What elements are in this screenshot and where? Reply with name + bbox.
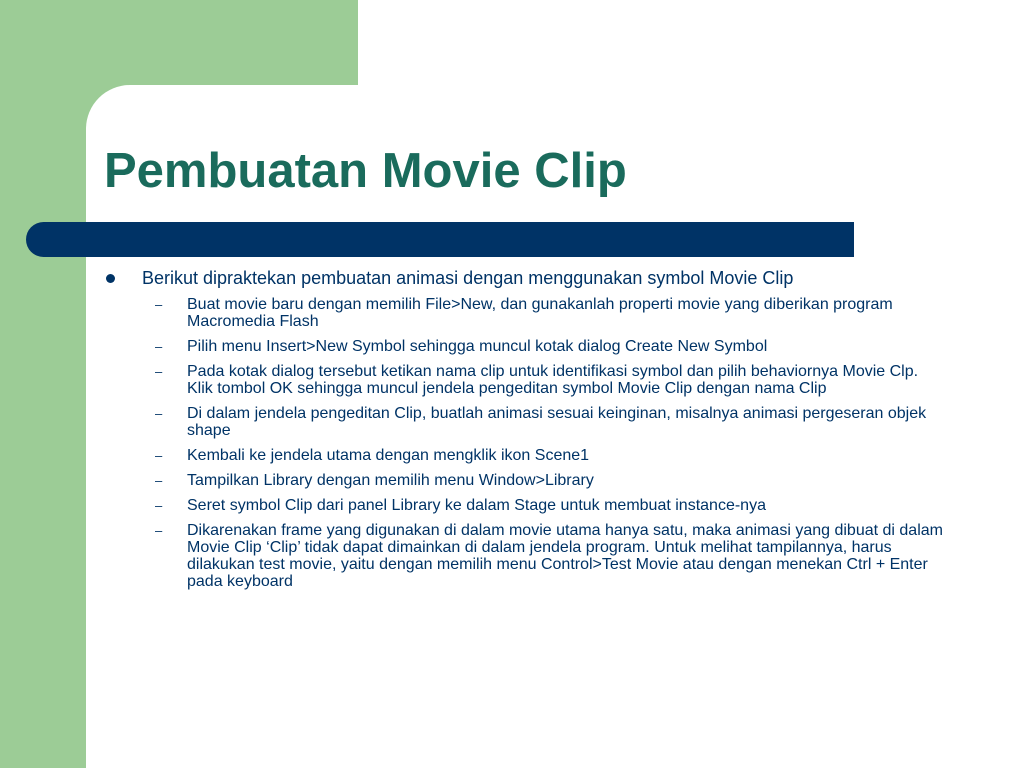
sub-bullet-item [104,405,944,439]
dash-marker-icon: – [155,364,163,379]
sub-bullet-text: Pada kotak dialog tersebut ketikan nama clip untuk identifikasi symbol dan pilih behaviornya Movie Clp. Klik tombol OK sehingga muncul jendela pengeditan symbol Movie Clip dengan nama Clip [187,363,919,397]
sub-bullet-item [104,497,944,514]
sub-bullet-item [104,363,944,397]
sub-bullet-list [104,296,944,590]
sub-bullet-item [104,338,944,355]
bullet-dot-icon [106,274,115,283]
sub-bullet-text: Dikarenakan frame yang digunakan di dalam movie utama hanya satu, maka animasi yang dibuat di dalam Movie Clip ‘Clip’ tidak dapat dimainkan di dalam jendela program. Untuk melihat tampilannya, harus dilakukan test movie, yaitu dengan memilih menu Control>Test Movie atau dengan menekan Ctrl + Enter pada keyboard [187,522,943,590]
sub-bullet-item [104,522,944,590]
sub-bullet-text: Kembali ke jendela utama dengan mengklik ikon Scene1 [187,447,590,464]
sub-bullet-text: Di dalam jendela pengeditan Clip, buatlah animasi sesuai keinginan, misalnya animasi pergeseran objek shape [187,405,927,439]
sub-bullet-item [104,472,944,489]
dash-marker-icon: – [155,473,163,488]
slide-title: Pembuatan Movie Clip [104,144,627,198]
dash-marker-icon: – [155,498,163,513]
slide-body [104,268,944,598]
sub-bullet-text: Buat movie baru dengan memilih File>New, dan gunakanlah properti movie yang diberikan program Macromedia Flash [187,296,893,330]
dash-marker-icon: – [155,297,163,312]
sub-bullet-text: Seret symbol Clip dari panel Library ke dalam Stage untuk membuat instance-nya [187,497,766,514]
bullet-item [104,268,944,288]
dash-marker-icon: – [155,339,163,354]
sub-bullet-item [104,447,944,464]
sub-bullet-text: Tampilkan Library dengan memilih menu Window>Library [187,472,594,489]
title-underline-bar [26,222,854,257]
dash-marker-icon: – [155,523,163,538]
bullet-text: Berikut dipraktekan pembuatan animasi dengan menggunakan symbol Movie Clip [142,268,794,288]
sub-bullet-text: Pilih menu Insert>New Symbol sehingga muncul kotak dialog Create New Symbol [187,338,768,355]
dash-marker-icon: – [155,448,163,463]
sub-bullet-item [104,296,944,330]
dash-marker-icon: – [155,406,163,421]
